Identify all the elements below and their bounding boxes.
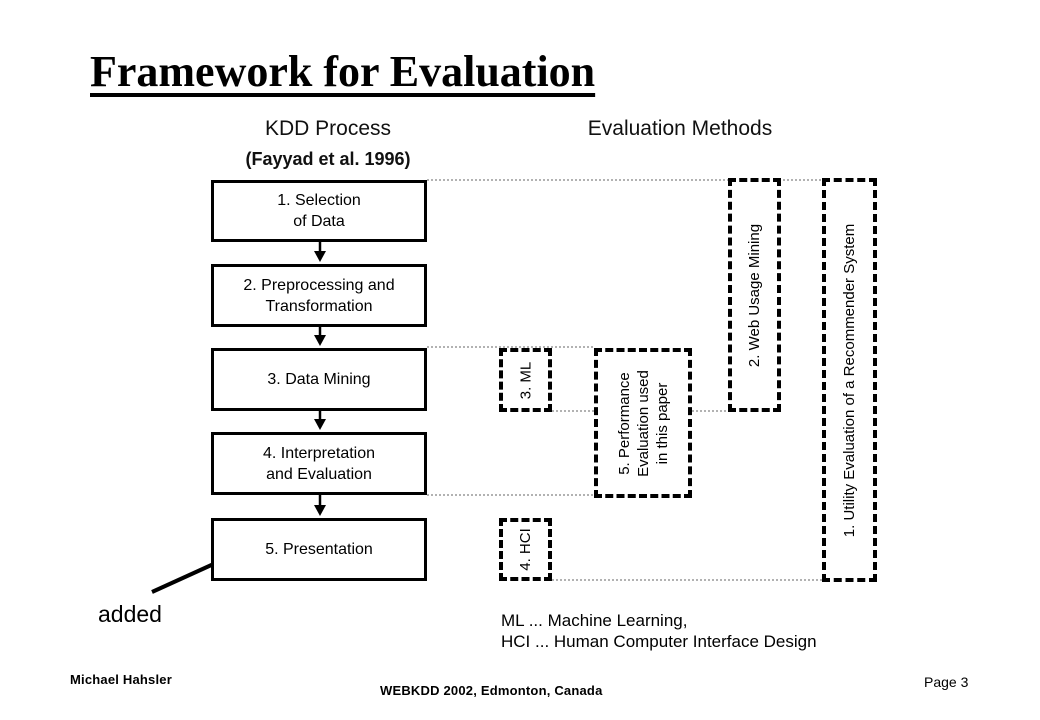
footer-author: Michael Hahsler [70,672,172,687]
method-performance [594,348,692,498]
citation-label: (Fayyad et al. 1996) [245,149,411,169]
evaluation-methods-heading: Evaluation Methods [587,117,773,140]
legend-hci: HCI ... Human Computer Interface Design [501,632,817,651]
method-utility-evaluation [822,178,877,582]
slide-title: Framework for Evaluation [90,47,596,96]
step-selection-of-data: 1. Selection of Data [211,180,427,242]
step-presentation: 5. Presentation [211,518,427,581]
method-hci-label: 4. HCI [516,528,534,571]
step-preprocessing: 2. Preprocessing and Transformation [211,264,427,327]
footer-event: WEBKDD 2002, Edmonton, Canada [380,683,603,698]
method-web-usage-mining [728,178,781,412]
method-ml [499,348,552,412]
footer-page-number: Page 3 [924,674,969,690]
step-interpretation: 4. Interpretation and Evaluation [211,432,427,495]
method-performance-label: 5. Performance Evaluation used in this paper [615,369,671,477]
legend-ml: ML ... Machine Learning, [501,611,688,630]
kdd-process-heading: KDD Process [264,117,392,140]
method-ml-label: 3. ML [516,361,534,399]
method-web-usage-label: 2. Web Usage Mining [746,223,764,367]
method-hci [499,518,552,581]
step-data-mining: 3. Data Mining [211,348,427,411]
added-annotation: added [98,601,162,627]
method-utility-label: 1. Utility Evaluation of a Recommender System [841,223,858,537]
